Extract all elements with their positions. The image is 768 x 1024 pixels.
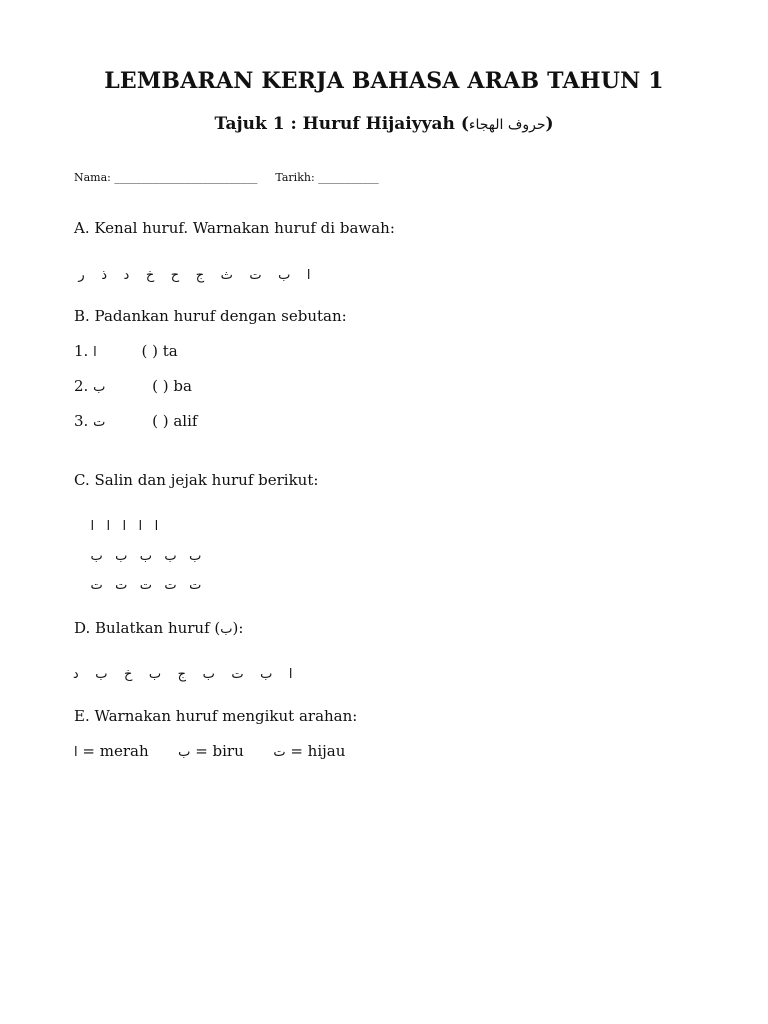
match-item	[74, 342, 178, 360]
section-d-heading	[74, 619, 243, 637]
color-key-item	[273, 742, 345, 760]
worksheet-title: LEMBARAN KERJA BAHASA ARAB TAHUN 1	[104, 68, 664, 94]
color-key-letter: ب	[178, 745, 191, 760]
match-letter: ت	[93, 415, 106, 430]
match-item	[74, 377, 192, 395]
subtitle-prefix: Tajuk 1 : Huruf Hijaiyyah (	[214, 114, 469, 134]
nama-field: Nama: __________________________	[74, 171, 258, 184]
section-d-heading-suffix: ):	[232, 619, 244, 637]
match-number: 2.	[74, 377, 89, 395]
section-c-heading: C. Salin dan jejak huruf berikut:	[74, 471, 319, 489]
section-b-heading: B. Padankan huruf dengan sebutan:	[74, 307, 347, 325]
trace-letters: ت ت ت ت ت	[90, 578, 202, 593]
trace-row	[74, 563, 201, 608]
student-info-row	[74, 171, 379, 184]
section-a-letters	[74, 253, 311, 298]
match-item	[74, 412, 197, 430]
color-key-letter: ت	[273, 745, 286, 760]
color-key-letter: ا	[74, 745, 78, 760]
subtitle-suffix: )	[545, 114, 554, 134]
color-key-row	[74, 742, 345, 760]
match-option: ( ) alif	[152, 412, 198, 430]
color-key-item	[74, 742, 149, 760]
section-a-heading: A. Kenal huruf. Warnakan huruf di bawah:	[74, 219, 395, 237]
section-d-letter-row: ا ب ت ب ج ب خ ب د	[72, 667, 293, 682]
match-option: ( ) ta	[141, 342, 178, 360]
section-e-heading: E. Warnakan huruf mengikut arahan:	[74, 707, 358, 725]
tarikh-field: Tarikh: ___________	[275, 171, 379, 184]
color-key-text: = hijau	[285, 742, 346, 760]
match-option: ( ) ba	[152, 377, 192, 395]
match-letter: ب	[93, 380, 106, 395]
match-number: 3.	[74, 412, 89, 430]
section-d-heading-letter: ب	[220, 622, 233, 637]
trace-letters: ب ب ب ب ب	[90, 549, 202, 564]
subtitle-arabic: حروف الهجاء	[468, 117, 546, 133]
topic-subtitle	[0, 114, 768, 134]
color-key-item	[178, 742, 244, 760]
color-key-text: = biru	[190, 742, 244, 760]
trace-letters: ا ا ا ا ا	[90, 519, 159, 534]
color-key-text: = merah	[77, 742, 149, 760]
section-a-letter-row: ا ب ت ث ج ح خ د ذ ر	[78, 268, 311, 283]
section-d-heading-prefix: D. Bulatkan huruf (	[74, 619, 221, 637]
match-letter: ا	[93, 345, 97, 360]
section-d-letters	[74, 652, 293, 697]
match-number: 1.	[74, 342, 89, 360]
